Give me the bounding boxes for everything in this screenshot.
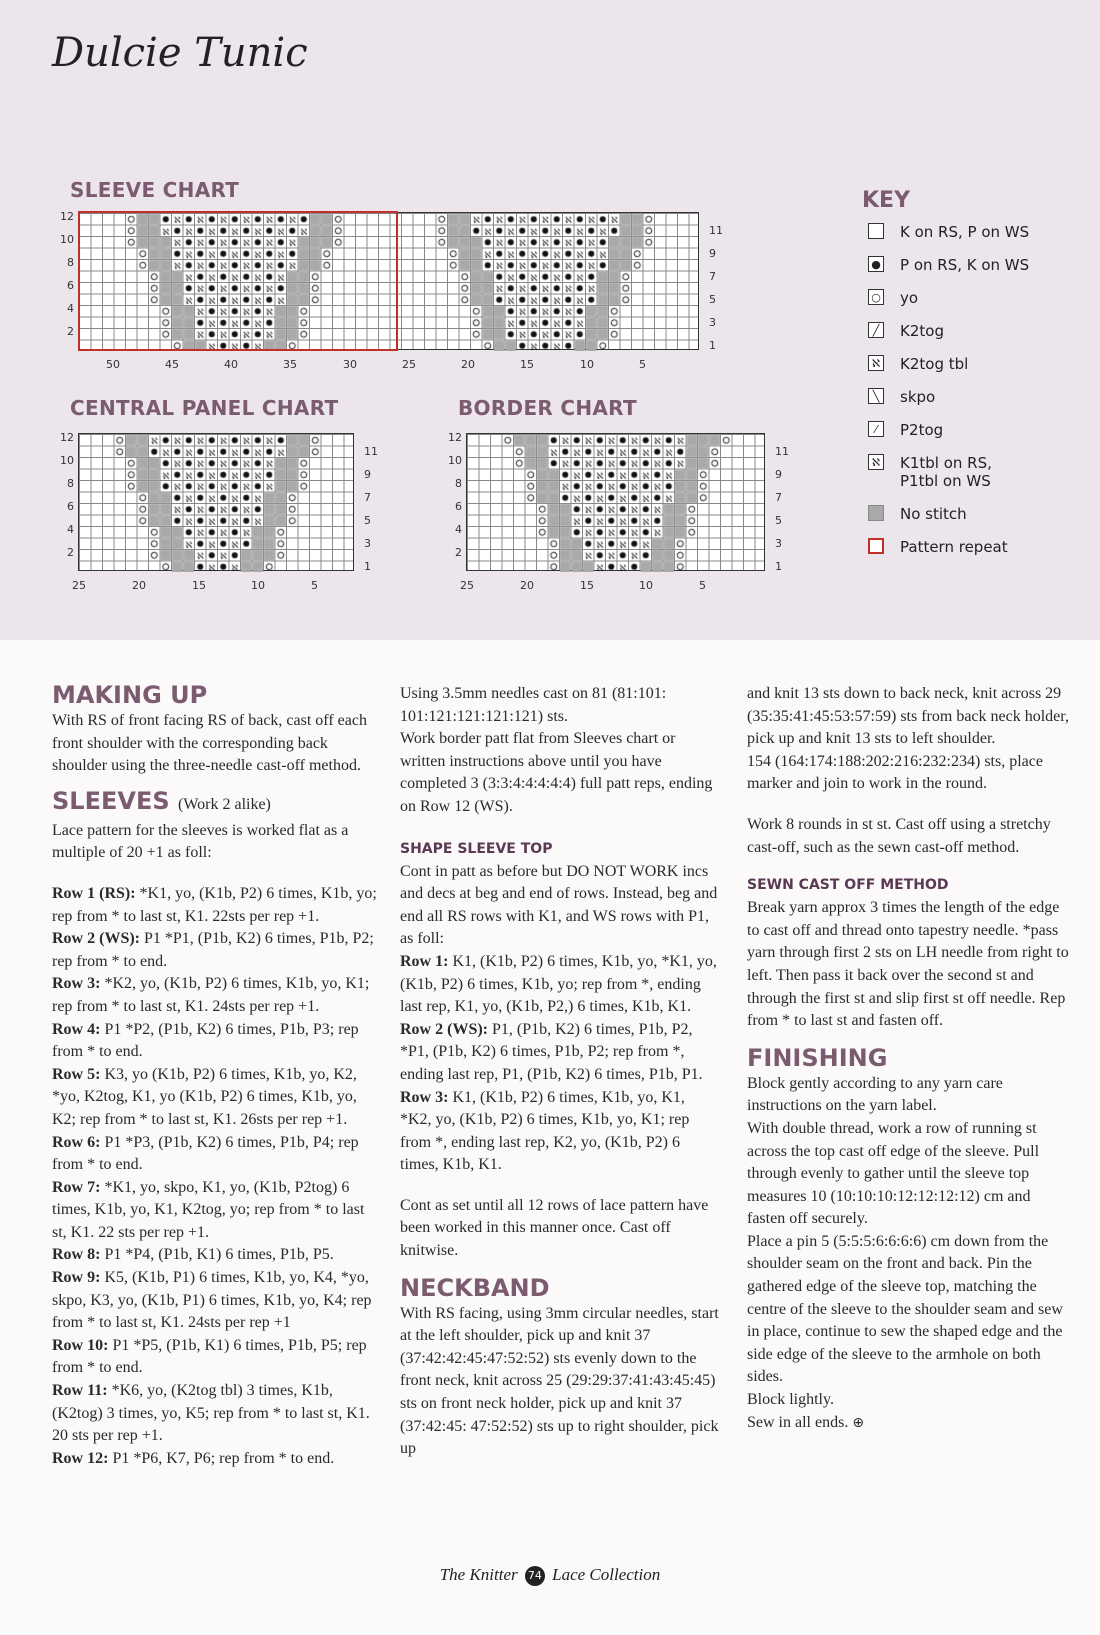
border-col-label: 10 — [639, 579, 653, 592]
key-item — [868, 538, 1008, 556]
sleeve-row-label-left: 6 — [67, 279, 74, 292]
sleeve-rows-list — [52, 883, 382, 1470]
finishing-text-5 — [747, 1412, 1072, 1435]
page-title: Dulcie Tunic — [52, 30, 308, 76]
end-mark-icon: ⊕ — [852, 1414, 865, 1431]
border-row-label-left: 4 — [455, 523, 462, 536]
row-label: Row 1 (RS): — [52, 884, 136, 902]
central-row-label-right: 1 — [364, 559, 371, 573]
key-label: skpo — [900, 388, 936, 406]
key-title: KEY — [862, 188, 911, 213]
border-row-label-right: 7 — [775, 490, 782, 504]
row-label: Row 5: — [52, 1065, 101, 1083]
sleeves-heading-label: SLEEVES — [52, 786, 170, 815]
key-item — [868, 355, 968, 373]
border-symbols — [467, 434, 766, 572]
sleeves-intro: Lace pattern for the sleeves is worked flat as a multiple of 20 +1 as foll: — [52, 821, 349, 862]
sleeve-row-label-right: 11 — [709, 223, 723, 237]
rounds-text: Work 8 rounds in st st. Cast off using a stretchy cast-off, such as the sewn cast-off method. — [747, 815, 1051, 856]
central-row-label-right: 9 — [364, 467, 371, 481]
sleeve-col-label: 50 — [106, 358, 120, 371]
sleeve-row-label-left: 12 — [60, 210, 74, 223]
instruction-row: Row 8: P1 *P4, (P1b, K1) 6 times, P1b, P5. — [52, 1246, 334, 1264]
sleeve-pattern-repeat — [78, 211, 398, 351]
key-label: K1tbl on RS, P1tbl on WS — [900, 454, 992, 490]
central-col-label: 25 — [72, 579, 86, 592]
sleeve-col-label: 35 — [283, 358, 297, 371]
central-chart-title: CENTRAL PANEL CHART — [70, 396, 339, 420]
border-row-label-left: 10 — [448, 454, 462, 467]
red-square-icon — [868, 538, 884, 554]
border-col-label: 15 — [580, 579, 594, 592]
border-col-label: 20 — [520, 579, 534, 592]
making-up-heading: MAKING UP — [52, 681, 208, 709]
column-2 — [400, 683, 720, 1461]
sleeve-col-label: 20 — [461, 358, 475, 371]
key-item — [868, 223, 1029, 241]
central-row-label-left: 12 — [60, 431, 74, 444]
border-row-label-right: 5 — [775, 513, 782, 527]
central-row-label-left: 6 — [67, 500, 74, 513]
sleeve-row-label-right: 3 — [709, 315, 716, 329]
instruction-row: Row 2 (WS): P1, (P1b, K2) 6 times, P1b, P2, *P1, (P1b, K2) 6 times, P1b, P2; rep from *, ending last rep, P1, (P1b, K2) 6 times, P1b, P1. — [400, 1020, 703, 1083]
sleeve-col-label: 45 — [165, 358, 179, 371]
footer-collection: Lace Collection — [552, 1565, 661, 1584]
sewn-cast-off-heading: SEWN CAST OFF METHOD — [747, 877, 949, 894]
dot-slash-square-icon: ⁄ — [868, 421, 884, 437]
neckband-heading: NECKBAND — [400, 1273, 550, 1302]
finishing-text-4: Block lightly. — [747, 1391, 834, 1409]
border-patt-text: Work border patt flat from Sleeves chart or written instructions above until you have completed 3 (3:3:4:4:4:4:4) full patt reps, ending on Row 12 (WS). — [400, 730, 713, 815]
footer-magazine: The Knitter — [439, 1565, 518, 1584]
circle-square-icon: ○ — [868, 289, 884, 305]
central-row-label-left: 4 — [67, 523, 74, 536]
central-col-label: 20 — [132, 579, 146, 592]
key-item — [868, 421, 943, 439]
sleeve-row-label-right: 5 — [709, 292, 716, 306]
sleeves-heading — [52, 786, 382, 820]
sleeve-row-label-left: 8 — [67, 256, 74, 269]
central-grid — [78, 433, 354, 571]
row-label: Row 1: — [400, 952, 449, 970]
row-label: Row 9: — [52, 1269, 101, 1287]
key-item — [868, 454, 992, 490]
central-row-label-left: 10 — [60, 454, 74, 467]
row-label: Row 3: — [400, 1088, 449, 1106]
sleeve-row-label-left: 10 — [60, 233, 74, 246]
column-3 — [747, 683, 1072, 1434]
stitch-count-text: 154 (164:174:188:202:216:232:234) sts, place marker and join to work in the round. — [747, 752, 1043, 793]
key-label: No stitch — [900, 505, 967, 523]
sleeve-col-label: 30 — [343, 358, 357, 371]
border-col-label: 25 — [460, 579, 474, 592]
instruction-row: Row 6: P1 *P3, (P1b, K2) 6 times, P1b, P4; rep from * to end. — [52, 1133, 359, 1174]
sleeve-col-label: 5 — [639, 358, 646, 371]
making-up-text: With RS of front facing RS of back, cast off each front shoulder with the corresponding back shoulder using the three-needle cast-off method. — [52, 712, 367, 775]
backslash-square-icon: ╲ — [868, 388, 884, 404]
border-row-label-left: 6 — [455, 500, 462, 513]
sleeve-col-label: 25 — [402, 358, 416, 371]
instruction-row: Row 7: *K1, yo, skpo, K1, yo, (K1b, P2tog) 6 times, K1b, yo, K1, K2tog, yo; rep from * to last st, K1. 22 sts per rep +1. — [52, 1178, 365, 1241]
dot-square-icon: ● — [868, 256, 884, 272]
central-row-label-right: 7 — [364, 490, 371, 504]
finishing-end-label: Sew in all ends. — [747, 1413, 849, 1431]
slash-square-icon: ╱ — [868, 322, 884, 338]
neckband-cont-text: and knit 13 sts down to back neck, knit across 29 (35:35:41:45:53:57:59) sts from back neck holder, pick up and knit 13 sts to left shoulder. — [747, 685, 1069, 748]
border-row-label-right: 9 — [775, 467, 782, 481]
instruction-row: Row 12: P1 *P6, K7, P6; rep from * to end. — [52, 1449, 335, 1467]
key-label: K2tog tbl — [900, 355, 969, 373]
central-col-label: 10 — [251, 579, 265, 592]
central-row-label-right: 11 — [364, 444, 378, 458]
cont-text: Cont as set until all 12 rows of lace pattern have been worked in this manner once. Cast off knitwise. — [400, 1196, 709, 1260]
central-col-label: 5 — [311, 579, 318, 592]
border-grid — [466, 433, 765, 571]
key-item — [868, 322, 944, 340]
row-label: Row 2 (WS): — [52, 930, 140, 948]
key-label: yo — [900, 289, 919, 307]
instruction-row: Row 10: P1 *P5, (P1b, K1) 6 times, P1b, P5; rep from * to end. — [52, 1336, 367, 1377]
page-number: 74 — [525, 1566, 545, 1586]
key-item — [868, 289, 918, 307]
sewn-cast-off-text: Break yarn approx 3 times the length of the edge to cast off and thread onto tapestry needle. *pass yarn through first 2 sts on LH needle from right to left. Then pass it back over the second st and through the first st and slip first st off needle. Rep from * to last st and fasten off. — [747, 899, 1069, 1030]
key-label: P on RS, K on WS — [900, 256, 1030, 274]
instruction-row: Row 3: K1, (K1b, P2) 6 times, K1b, yo, K1, *K2, yo, (K1b, P2) 6 times, K1b, yo, K1; rep from *, ending last rep, K2, yo, (K1b, P2) 6 times, K1b, K1. — [400, 1088, 690, 1174]
row-label: Row 11: — [52, 1382, 108, 1400]
key-item — [868, 388, 935, 406]
instruction-row: Row 9: K5, (K1b, P1) 6 times, K1b, yo, K4, *yo, skpo, K3, yo, (K1b, P1) 6 times, K1b, yo, K4; rep from * to last st, K1. 24sts per rep +1 — [52, 1269, 372, 1332]
sleeve-row-label-right: 9 — [709, 246, 716, 260]
instruction-row: Row 4: P1 *P2, (P1b, K2) 6 times, P1b, P3; rep from * to end. — [52, 1020, 359, 1061]
central-row-label-left: 8 — [67, 477, 74, 490]
row-label: Row 8: — [52, 1246, 101, 1264]
sleeve-col-label: 40 — [224, 358, 238, 371]
twisted-square-icon: ℵ — [868, 454, 884, 470]
sleeve-col-label: 10 — [580, 358, 594, 371]
central-row-label-left: 2 — [67, 546, 74, 559]
finishing-text-1: Block gently according to any yarn care instructions on the yarn label. — [747, 1074, 1003, 1115]
border-row-label-right: 1 — [775, 559, 782, 573]
key-label: P2tog — [900, 421, 944, 439]
sleeves-note: (Work 2 alike) — [177, 795, 271, 813]
border-row-label-right: 11 — [775, 444, 789, 458]
key-label: Pattern repeat — [900, 538, 1008, 556]
finishing-text-2: With double thread, work a row of running st across the top cast off edge of the sleeve. Pull through evenly to gather until the sleeve top measures 10 (10:10:10:12:12:12:12) cm and fasten off securely. — [747, 1119, 1040, 1228]
key-item — [868, 505, 967, 523]
sleeve-row-label-left: 2 — [67, 325, 74, 338]
finishing-heading: FINISHING — [747, 1043, 888, 1072]
row-label: Row 10: — [52, 1336, 109, 1354]
instruction-row: Row 1 (RS): *K1, yo, (K1b, P2) 6 times, K1b, yo; rep from * to last st, K1. 22sts per rep +1. — [52, 884, 377, 925]
border-row-label-left: 8 — [455, 477, 462, 490]
central-col-label: 15 — [192, 579, 206, 592]
border-row-label-left: 12 — [448, 431, 462, 444]
sleeve-chart-title: SLEEVE CHART — [70, 178, 240, 202]
border-row-label-left: 2 — [455, 546, 462, 559]
cast-on-text: Using 3.5mm needles cast on 81 (81:101: 101:121:121:121:121) sts. — [400, 685, 667, 725]
central-row-label-right: 5 — [364, 513, 371, 527]
shape-sleeve-text: Cont in patt as before but DO NOT WORK incs and decs at beg and end of rows. Instead, beg and end all RS rows with K1, and WS rows with P1, as foll: — [400, 862, 718, 948]
shape-rows-list — [400, 951, 720, 1177]
row-label: Row 2 (WS): — [400, 1020, 488, 1038]
row-label: Row 4: — [52, 1020, 101, 1038]
sleeve-col-label: 15 — [520, 358, 534, 371]
empty-square-icon — [868, 223, 884, 239]
row-label: Row 6: — [52, 1133, 101, 1151]
row-label: Row 7: — [52, 1178, 101, 1196]
sleeve-row-label-right: 1 — [709, 338, 716, 352]
sleeve-row-label-left: 4 — [67, 302, 74, 315]
border-row-label-right: 3 — [775, 536, 782, 550]
sleeve-row-label-right: 7 — [709, 269, 716, 283]
column-1 — [52, 680, 382, 1470]
twisted-slash-square-icon: ℵ — [868, 355, 884, 371]
row-label: Row 3: — [52, 975, 101, 993]
instruction-row: Row 1: K1, (K1b, P2) 6 times, K1b, yo, *K1, yo, (K1b, P2) 6 times, K1b, yo; rep from *, ending last rep, K1, yo, (K1b, P2,) 6 times, K1b, K1. — [400, 952, 717, 1016]
border-col-label: 5 — [699, 579, 706, 592]
neckband-text: With RS facing, using 3mm circular needles, start at the left shoulder, pick up and knit 37 (37:42:42:45:47:52:52) sts evenly down to the front neck, knit across 25 (29:29:37:41:43:45:45) sts on front neck holder, pick up and knit 37 (37:42:45: 47:52:52) sts up to right shoulder, pick up — [400, 1304, 719, 1458]
finishing-text-3: Place a pin 5 (5:5:5:6:6:6:6) cm down from the shoulder seam on the front and back. Pin the gathered edge of the sleeve top, matching the centre of the sleeve to the shoulder seam and sew in place, continue to sew the shaped edge and the side edge of the sleeve to the armhole on both sides. — [747, 1232, 1063, 1386]
key-item — [868, 256, 1029, 274]
instruction-row: Row 5: K3, yo (K1b, P2) 6 times, K1b, yo, K2, *yo, K2tog, K1, yo (K1b, P2) 6 times, K1b, yo, K2; rep from * to last st, K1. 26sts per rep +1. — [52, 1065, 357, 1128]
central-symbols — [79, 434, 355, 572]
grey-square-icon — [868, 505, 884, 521]
instruction-row: Row 11: *K6, yo, (K2tog tbl) 3 times, K1b, (K2tog) 3 times, yo, K5; rep from * to last st, K1. 20 sts per rep +1. — [52, 1382, 370, 1445]
central-row-label-right: 3 — [364, 536, 371, 550]
border-chart-title: BORDER CHART — [458, 396, 637, 420]
page-footer — [0, 1565, 1100, 1586]
instruction-row: Row 3: *K2, yo, (K1b, P2) 6 times, K1b, yo, K1; rep from * to last st, K1. 24sts per rep +1. — [52, 975, 370, 1015]
key-label: K2tog — [900, 322, 944, 340]
instruction-row: Row 2 (WS): P1 *P1, (P1b, K2) 6 times, P1b, P2; rep from * to end. — [52, 930, 374, 970]
key-label: K on RS, P on WS — [900, 223, 1030, 241]
row-label: Row 12: — [52, 1449, 109, 1467]
shape-sleeve-heading: SHAPE SLEEVE TOP — [400, 840, 553, 857]
